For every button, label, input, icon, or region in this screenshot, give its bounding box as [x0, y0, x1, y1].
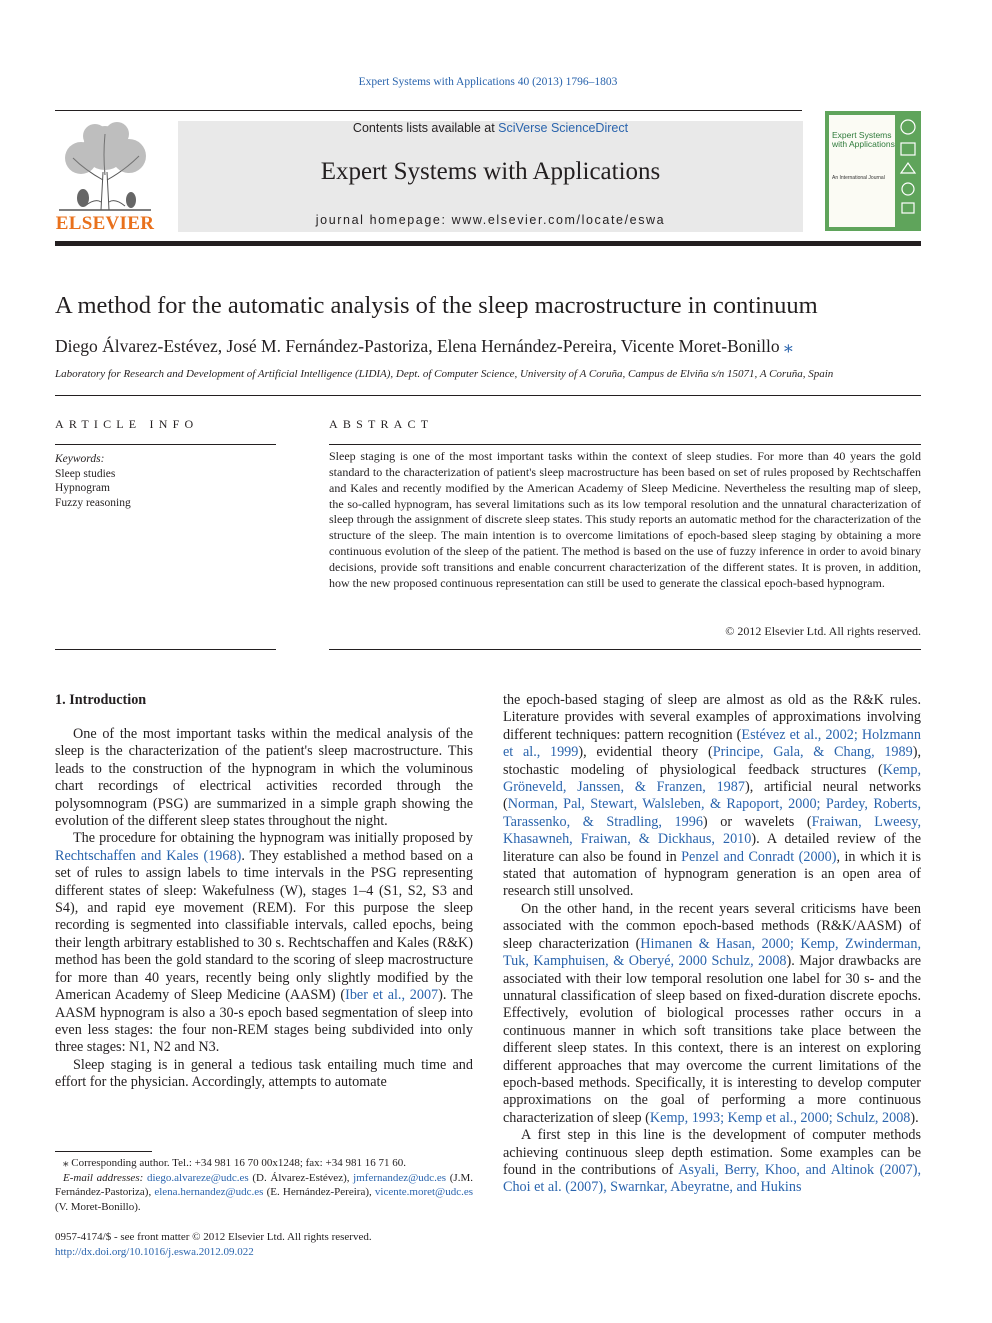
text-run: The procedure for obtaining the hypnogram was initially proposed by [73, 830, 473, 847]
text-run: ), artificial neural networks ( [503, 779, 921, 813]
text-run: ) or wavelets ( [702, 813, 812, 830]
email-link[interactable]: vicente.moret@udc.es [374, 1186, 473, 1198]
cover-subtitle: An International Journal [832, 175, 885, 181]
issn-line: 0957-4174/$ - see front matter © 2012 Elsevier Ltd. All rights reserved. [55, 1231, 372, 1243]
abstract-text: Sleep staging is one of the most important tasks within the context of sleep studies. For more than 40 years the gold standard to the characterization of patient's sleep macrostructure has been based on set of rules proposed by Rechtschaffen and Kales and recently modified by the American Academy of Sleep Medicine. Nevertheless the resulting map of sleep, the so-called hypnogram, has several limitations such as its low temporal resolution and the unnatural characterization of sleep through the assignment of discrete sleep states. This study reports an automatic method for the characterization of the structure of the sleep. The main intention is to overcome limitations of epoch-based sleep staging by obtaining a more continuous evolution of the sleep of the patient. The method is based on the use of fuzzy inference in order to avoid binary decisions, provide soft transitions and enable concurrent characterization of the different states. It is proven, in addition, how the new proposed continuous representation can still be used to generate the classical epoch-based hypnogram. [329, 449, 921, 590]
keyword-item: Sleep studies [55, 467, 116, 480]
contents-prefix: Contents lists available at [352, 121, 499, 135]
text-run: A first step in this line is the development of computer methods achieving continuous sleep depth estimation. Some examples can be found in the contributions of [503, 1127, 921, 1178]
header-rule [55, 110, 802, 111]
text-run: ), stochastic modeling of physiological feedback structures ( [503, 744, 921, 778]
citation-link[interactable]: Asyali, Berry, Khoo, and Altinok (2007), Choi et al. (2007), Swarnkar, Abeyratne, and Hukins [503, 1161, 922, 1196]
keyword-item: Fuzzy reasoning [55, 496, 131, 509]
email-link[interactable]: elena.hernandez@udc.es [154, 1186, 264, 1198]
body-column-right [503, 692, 921, 1197]
intro-paragraph-5 [503, 1127, 921, 1197]
journal-homepage[interactable]: journal homepage: www.elsevier.com/locate/eswa [315, 213, 666, 227]
text-run: ). The AASM hypnogram is also a 30-s epoch based segmentation of sleep into even less stages: the four non-REM stages being subdivided into only three stages: N1, N2 and N3. [55, 987, 473, 1056]
journal-cover [825, 111, 921, 231]
author-list [55, 336, 935, 357]
citation-link[interactable]: Estévez et al., 2002; Holzmann et al., 1999 [503, 726, 921, 761]
text-run: ). Major drawbacks are associated with their low temporal resolution one label for 30 s- and the unnatural classification of sleep based on fixed-duration discrete epochs. Effectively, evolution of biological processes rather occurs in a continuous manner in which soft transitions take place between the different sleep states. In this context, there is an interest on exploring different approaches that may overcome the current limitations of the epoch-based methods. Specifically, it is interesting to develop computer approximations on the goal of performing a more continuous characterization of sleep ( [503, 953, 921, 1126]
text-run: , in which it is stated that automation of hypnogram generation is an open area of research still unsolved. [503, 848, 921, 900]
footnotes [55, 1156, 473, 1214]
elsevier-logo [55, 120, 155, 235]
cover-title: Expert Systems with Applications [832, 130, 895, 149]
intro-paragraph-2 [55, 830, 473, 1056]
footnote-rule [55, 1151, 152, 1152]
affiliation: Laboratory for Research and Development of Artificial Intelligence (LIDIA), Dept. of Computer Science, University of A Coruña, Campus de Elviña s/n 15071, A Coruña, Spain [55, 368, 834, 380]
article-info-rule-top [55, 444, 276, 445]
citation-link[interactable]: Norman, Pal, Stewart, Walsleben, & Rapoport, 2000; Pardey, Roberts, Tarassenko, & Stradling, 1996 [503, 796, 921, 830]
corresponding-author-note: ⁎ Corresponding author. Tel.: +34 981 16 70 00x1248; fax: +34 981 16 71 60. [63, 1157, 406, 1169]
text-run: ), evidential theory ( [578, 744, 713, 761]
abstract-heading: ABSTRACT [329, 417, 434, 431]
abstract-rule-bottom [329, 649, 921, 650]
text-run: ). [910, 1109, 919, 1126]
journal-citation[interactable]: Expert Systems with Applications 40 (2013) 1796–1803 [358, 76, 618, 88]
email-link[interactable]: jmfernandez@udc.es [353, 1171, 447, 1184]
intro-paragraph-3-continued [503, 692, 921, 901]
text-run: . They established a method based on a set of rules to assign labels to time intervals in the PSG representing different states of sleep: Wakefulness (W), stages 1–4 (S1, S2, S3 and S4), and rapid eye movement (REM). For this purpose the sleep recording is segmented into classifiable intervals, called epochs, being their length arbitrary established to 30 s. Rechtschaffen and Kales (R&K) method has been the gold standard to the scoring of sleep macrostructure for more than 40 years, recently being only slightly modified by the American Academy of Sleep Medicine (AASM) ( [55, 847, 473, 1004]
cover-icons [897, 117, 919, 225]
body-column-left [55, 726, 473, 1092]
intro-paragraph-1: One of the most important tasks within the medical analysis of the sleep is the characterization of the patient's sleep macrostructure. This leads to the construction of the hypnogram in which the voluminous chart recordings of electrical activities recorded through the polysomnogram (PSG) are summarized in a simple graph showing the evolution of the different sleep states throughout the night. [55, 726, 473, 830]
email-link[interactable]: diego.alvareze@udc.es [146, 1171, 249, 1184]
citation-link[interactable]: Fraiwan, Lweesy, Khasawneh, Fraiwan, & Dickhaus, 2010 [503, 813, 921, 848]
citation-link[interactable]: Rechtschaffen and Kales (1968) [55, 847, 242, 864]
abstract-copyright: © 2012 Elsevier Ltd. All rights reserved. [725, 624, 921, 638]
cover-panel [829, 115, 895, 227]
citation-link[interactable]: Penzel and Conradt (2000) [681, 848, 837, 865]
article-info-rule-bottom [55, 649, 276, 650]
keywords-label: Keywords: [55, 453, 105, 465]
email-owner: (D. Álvarez-Estévez), [248, 1171, 354, 1184]
citation-link[interactable]: Kemp, Gröneveld, Janssen, & Franzen, 1987 [503, 761, 921, 796]
intro-paragraph-3: Sleep staging is in general a tedious task entailing much time and effort for the physician. Accordingly, attempts to automate [55, 1056, 473, 1091]
keyword-item: Hypnogram [55, 482, 110, 494]
citation-link[interactable]: Principe, Gala, & Chang, 1989 [712, 744, 913, 761]
tree-icon [55, 120, 155, 212]
article-info-heading: ARTICLE INFO [55, 417, 199, 431]
citation-link[interactable]: Kemp, 1993; Kemp et al., 2000; Schulz, 2008 [649, 1109, 911, 1126]
authors-names: Diego Álvarez-Estévez, José M. Fernández-Pastoriza, Elena Hernández-Pereira, Vicente Moret-Bonillo [55, 336, 780, 356]
keywords-block [55, 452, 131, 510]
text-run: ). A detailed review of the literature can also be found in [503, 831, 922, 865]
abstract-rule-top [329, 444, 921, 445]
citation-link[interactable]: Iber et al., 2007 [345, 987, 439, 1004]
affiliation-rule [55, 395, 921, 396]
email-owner: (E. Hernández-Pereira), [263, 1186, 375, 1198]
email-label: E-mail addresses: [63, 1171, 147, 1184]
journal-masthead [178, 121, 803, 232]
citation-link[interactable]: Himanen & Hasan, 2000; Kemp, Zwinderman, Tuk, Kamphuisen, & Oberyé, 2000 Schulz, 2008 [503, 935, 921, 970]
issn-block [55, 1230, 473, 1259]
paper-title: A method for the automatic analysis of the sleep macrostructure in continuum [55, 292, 818, 319]
email-owner: (V. Moret-Bonillo). [55, 1200, 141, 1213]
doi-link[interactable]: http://dx.doi.org/10.1016/j.eswa.2012.09.022 [55, 1245, 254, 1258]
contents-line [178, 121, 803, 135]
intro-paragraph-4 [503, 901, 921, 1127]
section-heading-introduction: 1. Introduction [55, 692, 147, 708]
text-run: the epoch-based staging of sleep are almost as old as the R&K rules. Literature provides with several examples of approximations involving different techniques: pattern recognition ( [503, 692, 921, 743]
email-addresses [55, 1171, 473, 1215]
sciencedirect-link[interactable]: SciVerse ScienceDirect [498, 121, 629, 135]
header-thick-rule [55, 241, 921, 246]
corresponding-author-mark[interactable]: ⁎ [783, 336, 793, 356]
journal-title: Expert Systems with Applications [320, 158, 661, 185]
email-owner: (J.M. Fernández-Pastoriza), [55, 1171, 473, 1198]
elsevier-wordmark: ELSEVIER [55, 213, 155, 234]
text-run: On the other hand, in the recent years several criticisms have been associated with the common epoch-based methods (R&K/AASM) of sleep characterization ( [503, 900, 921, 952]
